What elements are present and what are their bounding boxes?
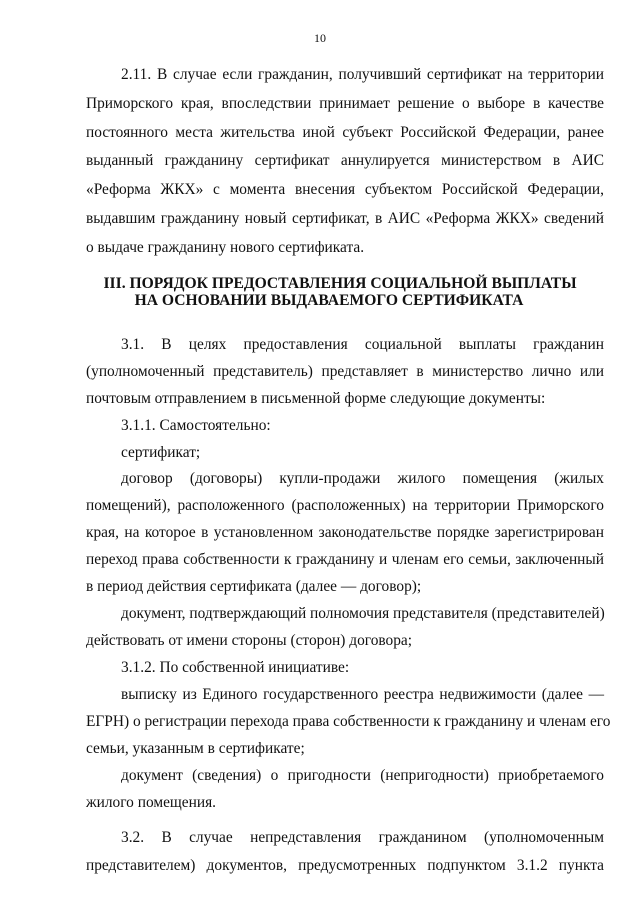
paragraph-line: «Реформа ЖКХ» с момента внесения субъектом Российской Федерации, xyxy=(86,181,604,198)
paragraph-line: выписку из Единого государственного реестра недвижимости (далее — xyxy=(121,686,604,703)
paragraph-line: семьи, указанным в сертификате; xyxy=(86,740,305,757)
paragraph-line: (уполномоченный представитель) представляет в министерство лично или xyxy=(86,363,604,380)
paragraph-line: представителем) документов, предусмотренных подпунктом 3.1.2 пункта xyxy=(86,857,604,874)
paragraph-line: жилого помещения. xyxy=(86,794,217,811)
page-number: 10 xyxy=(314,31,326,45)
paragraph-line: Приморского края, впоследствии принимает решение о выборе в качестве xyxy=(86,95,604,112)
paragraph-line: 3.2. В случае непредставления гражданином (уполномоченным xyxy=(121,829,604,846)
paragraph-line: переход права собственности к гражданину и членам его семьи, заключенный xyxy=(86,551,604,568)
paragraph-line: помещений), расположенного (расположенных) на территории Приморского xyxy=(86,497,604,514)
paragraph-line: почтовым отправлением в письменной форме следующие документы: xyxy=(86,390,546,407)
paragraph-line: документ (сведения) о пригодности (непригодности) приобретаемого xyxy=(121,767,604,784)
paragraph-line: выданный гражданину сертификат аннулируется министерством в АИС xyxy=(86,152,604,169)
paragraph-line: о выдаче гражданину нового сертификата. xyxy=(86,239,365,256)
section-heading: НА ОСНОВАНИИ ВЫДАВАЕМОГО СЕРТИФИКАТА xyxy=(134,292,524,309)
paragraph-line: 3.1.1. Самостоятельно: xyxy=(121,417,271,434)
paragraph-line: договор (договоры) купли-продажи жилого помещения (жилых xyxy=(121,470,604,487)
paragraph-line: края, на которое в установленном законодательстве порядке зарегистрирован xyxy=(86,524,604,541)
paragraph-line: в период действия сертификата (далее — договор); xyxy=(86,578,422,595)
paragraph-line: постоянного места жительства иной субъект Российской Федерации, ранее xyxy=(86,124,604,141)
paragraph-line: 2.11. В случае если гражданин, получивший сертификат на территории xyxy=(121,66,604,83)
paragraph-line: выдавшим гражданину новый сертификат, в АИС «Реформа ЖКХ» сведений xyxy=(86,210,604,227)
paragraph-line: 3.1.2. По собственной инициативе: xyxy=(121,659,350,676)
paragraph-line: сертификат; xyxy=(121,444,201,461)
paragraph-line: ЕГРН) о регистрации перехода права собственности к гражданину и членам его xyxy=(86,713,611,730)
section-heading: III. ПОРЯДОК ПРЕДОСТАВЛЕНИЯ СОЦИАЛЬНОЙ ВЫПЛАТЫ xyxy=(103,275,577,292)
paragraph-line: документ, подтверждающий полномочия представителя (представителей) xyxy=(121,605,605,622)
paragraph-line: действовать от имени стороны (сторон) договора; xyxy=(86,632,413,649)
paragraph-line: 3.1. В целях предоставления социальной выплаты гражданин xyxy=(121,336,604,353)
